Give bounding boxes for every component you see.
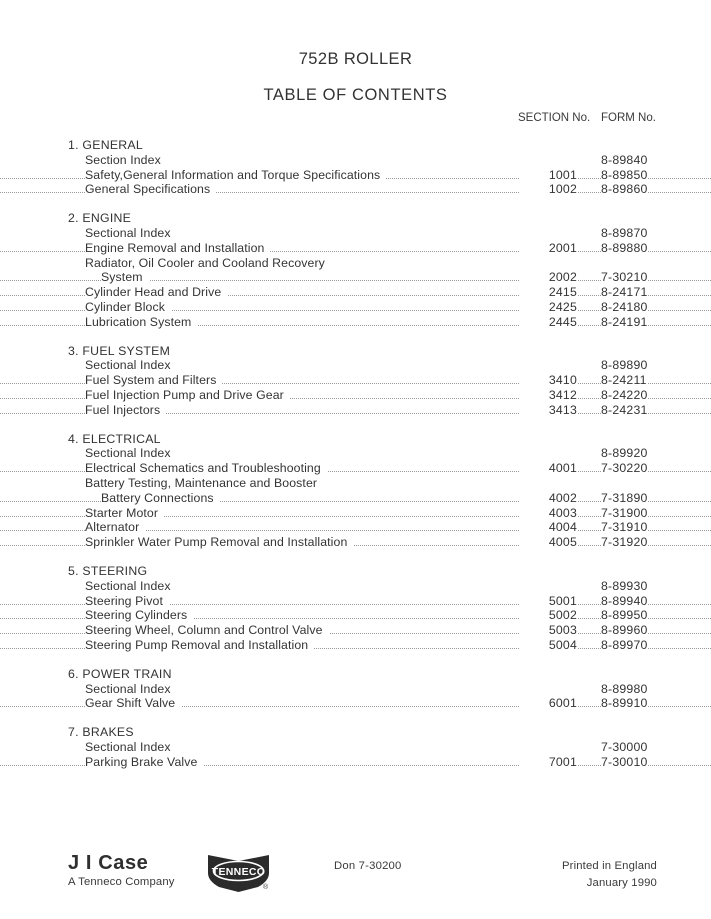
print-date: January 1990 <box>586 877 657 889</box>
toc-section <box>0 344 711 418</box>
toc-entry[interactable] <box>0 373 711 388</box>
column-heading-section-no: SECTION No. <box>518 112 591 124</box>
toc-entry-title: Engine Removal and Installation <box>85 241 270 256</box>
toc-entry-title: System <box>101 270 149 285</box>
toc-entry-title: Sectional Index <box>85 226 177 241</box>
toc-entry[interactable] <box>0 608 711 623</box>
toc-entry[interactable] <box>0 403 711 418</box>
toc-entry-form-no: 8-89940 <box>601 593 648 608</box>
toc-section <box>0 667 711 711</box>
toc-entry[interactable] <box>0 755 711 770</box>
print-info <box>562 858 657 892</box>
toc-entry-title: Cylinder Block <box>85 300 171 315</box>
toc-entry-section-no: 5003 <box>520 623 577 638</box>
toc-entry-title: Steering Pivot <box>85 594 169 609</box>
toc-section-heading: 4. ELECTRICAL <box>68 431 161 446</box>
toc-entry[interactable] <box>0 461 711 476</box>
toc-entry[interactable] <box>0 300 711 315</box>
toc-entry-section-no: 5004 <box>520 638 577 653</box>
tenneco-logo-icon <box>205 851 273 893</box>
toc-entry-title: Fuel Injection Pump and Drive Gear <box>85 388 290 403</box>
toc-entry-title: Gear Shift Valve <box>85 696 181 711</box>
toc-entry-form-no: 7-30220 <box>601 461 648 476</box>
toc-section-heading: 7. BRAKES <box>68 725 134 740</box>
toc-entry-section-no: 4004 <box>520 520 577 535</box>
toc-entry-title: Parking Brake Valve <box>85 755 203 770</box>
toc-entry-section-no: 5001 <box>520 594 577 609</box>
toc-entry-form-no: 8-24171 <box>601 285 648 300</box>
toc-entry-title: Sectional Index <box>85 740 177 755</box>
toc-entry-title: Lubrication System <box>85 315 197 330</box>
toc-entry-section-no: 2002 <box>520 270 577 285</box>
toc-entry[interactable] <box>0 315 711 330</box>
toc-entry-form-no: 7-30000 <box>601 739 648 754</box>
toc-entry-form-no: 8-24180 <box>601 299 648 314</box>
toc-entry-title: Steering Pump Removal and Installation <box>85 638 314 653</box>
toc-entry-form-no: 8-89910 <box>601 696 648 711</box>
brand-name: J I Case <box>68 852 149 874</box>
toc-entry-title: Cylinder Head and Drive <box>85 285 227 300</box>
toc-entry[interactable] <box>0 358 711 373</box>
toc-entry[interactable] <box>0 153 711 168</box>
toc-entry-form-no: 8-89920 <box>601 446 648 461</box>
toc-entry[interactable] <box>0 285 711 300</box>
toc-entry-form-no: 8-89980 <box>601 681 648 696</box>
toc-entry-title: Steering Wheel, Column and Control Valve <box>85 623 329 638</box>
toc-entry-form-no: 8-89930 <box>601 578 648 593</box>
toc-entry[interactable] <box>0 682 711 697</box>
don-code: Don 7-30200 <box>334 860 402 872</box>
toc-entry[interactable] <box>0 740 711 755</box>
toc-entry-form-no: 7-31900 <box>601 505 648 520</box>
toc-entry-form-no: 7-30010 <box>601 754 648 769</box>
toc-entry-form-no: 7-31910 <box>601 520 648 535</box>
toc-entry-form-no: 8-89850 <box>601 167 648 182</box>
toc-entry-form-no: 8-89950 <box>601 608 648 623</box>
toc-entry-title: Electrical Schematics and Troubleshooting <box>85 461 327 476</box>
toc-entry-section-no: 1001 <box>520 168 577 183</box>
tenneco-logo-text: TENNECO <box>211 866 266 878</box>
page-subtitle: TABLE OF CONTENTS <box>263 86 448 104</box>
toc-entry-title: General Specifications <box>85 182 216 197</box>
page-title: 752B ROLLER <box>298 50 413 68</box>
toc-entry[interactable] <box>0 388 711 403</box>
toc-section-heading: 6. POWER TRAIN <box>68 666 172 681</box>
column-heading-form-no: FORM No. <box>601 112 656 124</box>
toc-entry[interactable] <box>0 506 711 521</box>
toc-entry[interactable] <box>0 696 711 711</box>
toc-entry-title: Battery Testing, Maintenance and Booster <box>85 476 323 491</box>
toc-entry-title: Steering Cylinders <box>85 608 193 623</box>
toc-entry[interactable] <box>0 241 711 256</box>
toc-entry-title: Sectional Index <box>85 446 177 461</box>
toc-entry-section-no: 4005 <box>520 535 577 550</box>
toc-entry-form-no: 8-89870 <box>601 225 648 240</box>
toc-entry-form-no: 8-24191 <box>601 314 648 329</box>
toc-entry-section-no: 7001 <box>520 755 577 770</box>
toc-entry-form-no: 7-31890 <box>601 490 648 505</box>
toc-entry-section-no: 2425 <box>520 300 577 315</box>
toc-entry-title: Sprinkler Water Pump Removal and Installation <box>85 535 353 550</box>
table-of-contents <box>0 138 711 769</box>
toc-entry-section-no: 4001 <box>520 461 577 476</box>
toc-entry-form-no: 8-89840 <box>601 152 648 167</box>
toc-entry-title: Fuel Injectors <box>85 403 166 418</box>
toc-entry-form-no: 7-31920 <box>601 535 648 550</box>
title-block <box>0 50 711 105</box>
brand-tagline: A Tenneco Company <box>68 876 175 888</box>
toc-entry[interactable] <box>0 491 711 506</box>
toc-entry-form-no: 7-30210 <box>601 270 648 285</box>
toc-entry[interactable] <box>0 520 711 535</box>
toc-entry[interactable] <box>0 623 711 638</box>
toc-section-heading: 3. FUEL SYSTEM <box>68 343 171 358</box>
toc-entry[interactable] <box>0 182 711 197</box>
toc-entry[interactable] <box>0 594 711 609</box>
toc-entry-form-no: 8-24231 <box>601 402 648 417</box>
toc-section-heading: 5. STEERING <box>68 563 148 578</box>
registered-trademark-mark: ® <box>263 884 269 891</box>
toc-section <box>0 725 711 769</box>
toc-entry[interactable] <box>0 270 711 285</box>
toc-entry-section-no: 4002 <box>520 491 577 506</box>
toc-entry-section-no: 3412 <box>520 388 577 403</box>
toc-section <box>0 432 711 550</box>
toc-entry[interactable] <box>0 476 711 491</box>
toc-entry-title: Sectional Index <box>85 579 177 594</box>
toc-entry-section-no: 2445 <box>520 315 577 330</box>
toc-entry-form-no: 8-89880 <box>601 240 648 255</box>
toc-entry-form-no: 8-89960 <box>601 623 648 638</box>
page-footer <box>0 848 711 908</box>
toc-entry-title: Section Index <box>85 153 167 168</box>
toc-section-heading: 1. GENERAL <box>68 138 143 152</box>
toc-section-heading: 2. ENGINE <box>68 211 132 226</box>
toc-entry-section-no: 4003 <box>520 506 577 521</box>
toc-entry[interactable] <box>0 168 711 183</box>
case-logo <box>68 852 175 889</box>
toc-entry-title: Sectional Index <box>85 358 177 373</box>
toc-entry-section-no: 3413 <box>520 403 577 418</box>
toc-entry-form-no: 8-89970 <box>601 637 648 652</box>
toc-entry-title: Fuel System and Filters <box>85 373 222 388</box>
toc-entry-form-no: 8-24220 <box>601 387 648 402</box>
toc-entry-title: Radiator, Oil Cooler and Cooland Recovery <box>85 256 331 271</box>
toc-section <box>0 211 711 329</box>
toc-section <box>0 564 711 653</box>
toc-entry-form-no: 8-89890 <box>601 358 648 373</box>
toc-entry-form-no: 8-89860 <box>601 182 648 197</box>
toc-entry-title: Starter Motor <box>85 506 164 521</box>
toc-entry[interactable] <box>0 226 711 241</box>
toc-entry-form-no: 8-24211 <box>601 373 647 388</box>
toc-entry-section-no: 3410 <box>520 373 577 388</box>
toc-entry-title: Battery Connections <box>101 491 220 506</box>
printed-in-text: Printed in England <box>561 860 657 872</box>
toc-entry-title: Sectional Index <box>85 682 177 697</box>
toc-entry-title: Safety,General Information and Torque Specifications <box>85 168 386 183</box>
toc-entry-section-no: 1002 <box>520 182 577 197</box>
toc-entry[interactable] <box>0 638 711 653</box>
toc-entry[interactable] <box>0 535 711 550</box>
toc-entry-section-no: 2415 <box>520 285 577 300</box>
toc-entry[interactable] <box>0 446 711 461</box>
toc-entry-section-no: 6001 <box>520 696 577 711</box>
toc-entry[interactable] <box>0 256 711 271</box>
toc-entry-section-no: 5002 <box>520 608 577 623</box>
toc-entry-section-no: 2001 <box>520 241 577 256</box>
toc-entry-title: Alternator <box>85 520 145 535</box>
toc-section <box>0 138 711 197</box>
toc-entry[interactable] <box>0 579 711 594</box>
